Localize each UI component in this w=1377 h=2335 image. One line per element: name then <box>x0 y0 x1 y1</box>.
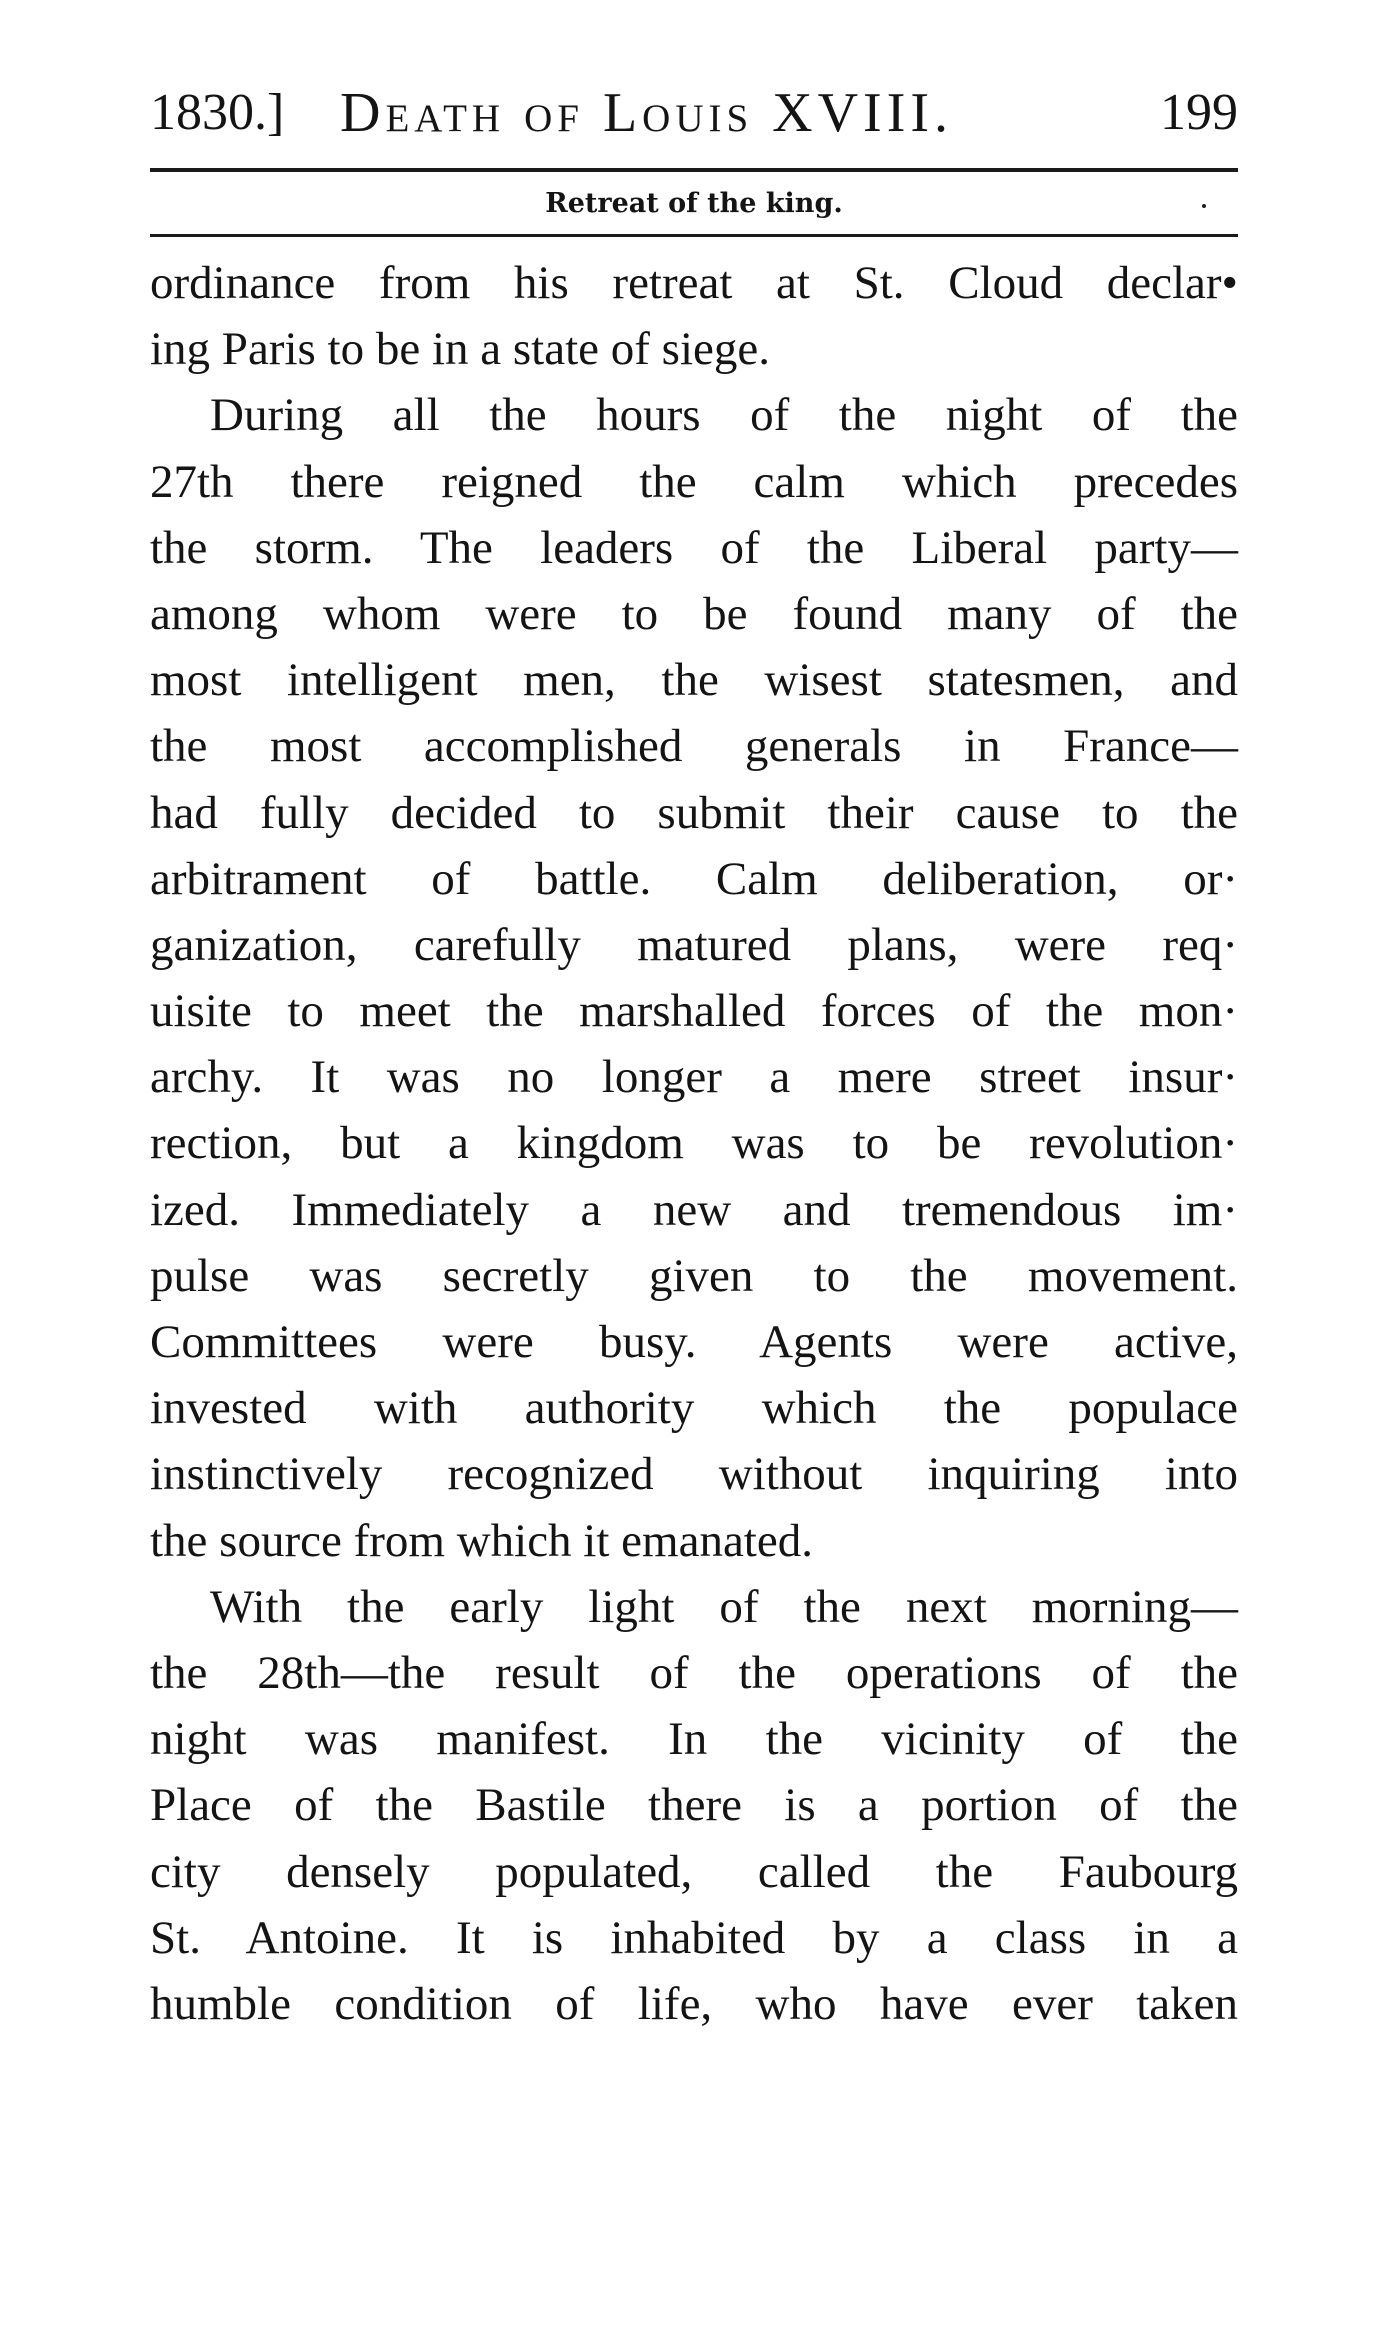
text-line: the source from which it emanated. <box>150 1514 813 1567</box>
text-line: had fully decided to submit their cause to the <box>150 786 1238 839</box>
text-line: most intelligent men, the wisest statesmen, and <box>150 654 1238 707</box>
text-line: Place of the Bastile there is a portion of the <box>150 1779 1238 1832</box>
text-line: ing Paris to be in a state of siege. <box>150 323 770 376</box>
text-line: pulse was secretly given to the movement. <box>150 1249 1238 1302</box>
text-line: the 28th—the result of the operations of the <box>150 1646 1238 1699</box>
running-head-title: Death of Louis XVIII. <box>340 82 953 144</box>
paragraph-start-line: During all the hours of the night of the <box>210 389 1238 442</box>
running-head-year: 1830.] <box>150 84 285 141</box>
text-line: the storm. The leaders of the Liberal party— <box>150 521 1238 574</box>
text-line: 27th there reigned the calm which precedes <box>150 455 1238 508</box>
section-subheading: Retreat of the king. <box>545 188 843 219</box>
text-line: among whom were to be found many of the <box>150 587 1238 640</box>
body-text <box>150 250 1238 2037</box>
text-line: ized. Immediately a new and tremendous im· <box>150 1183 1238 1236</box>
text-line: Committees were busy. Agents were active, <box>150 1316 1238 1368</box>
text-line: ganization, carefully matured plans, were req· <box>150 918 1238 971</box>
text-line: instinctively recognized without inquiring into <box>150 1448 1238 1501</box>
text-line: city densely populated, called the Faubourg <box>150 1845 1238 1898</box>
text-line: night was manifest. In the vicinity of the <box>150 1713 1238 1766</box>
text-line: humble condition of life, who have ever taken <box>150 1977 1238 2030</box>
stray-dot-mark <box>1202 204 1206 208</box>
text-line: ordinance from his retreat at St. Cloud declar• <box>150 257 1238 309</box>
text-line: rection, but a kingdom was to be revolution· <box>150 1117 1238 1170</box>
page-number: 199 <box>1160 84 1238 141</box>
text-line: the most accomplished generals in France— <box>150 720 1238 773</box>
running-head <box>150 78 1238 148</box>
text-line: archy. It was no longer a mere street insur· <box>150 1051 1238 1104</box>
text-line: invested with authority which the populace <box>150 1382 1238 1435</box>
top-rule <box>150 168 1238 172</box>
bottom-rule <box>150 234 1238 237</box>
paragraph-start-line: With the early light of the next morning— <box>210 1580 1238 1633</box>
text-line: St. Antoine. It is inhabited by a class in a <box>150 1911 1238 1964</box>
text-line: uisite to meet the marshalled forces of the mon· <box>150 985 1238 1038</box>
text-line: arbitrament of battle. Calm deliberation, or· <box>150 852 1238 905</box>
